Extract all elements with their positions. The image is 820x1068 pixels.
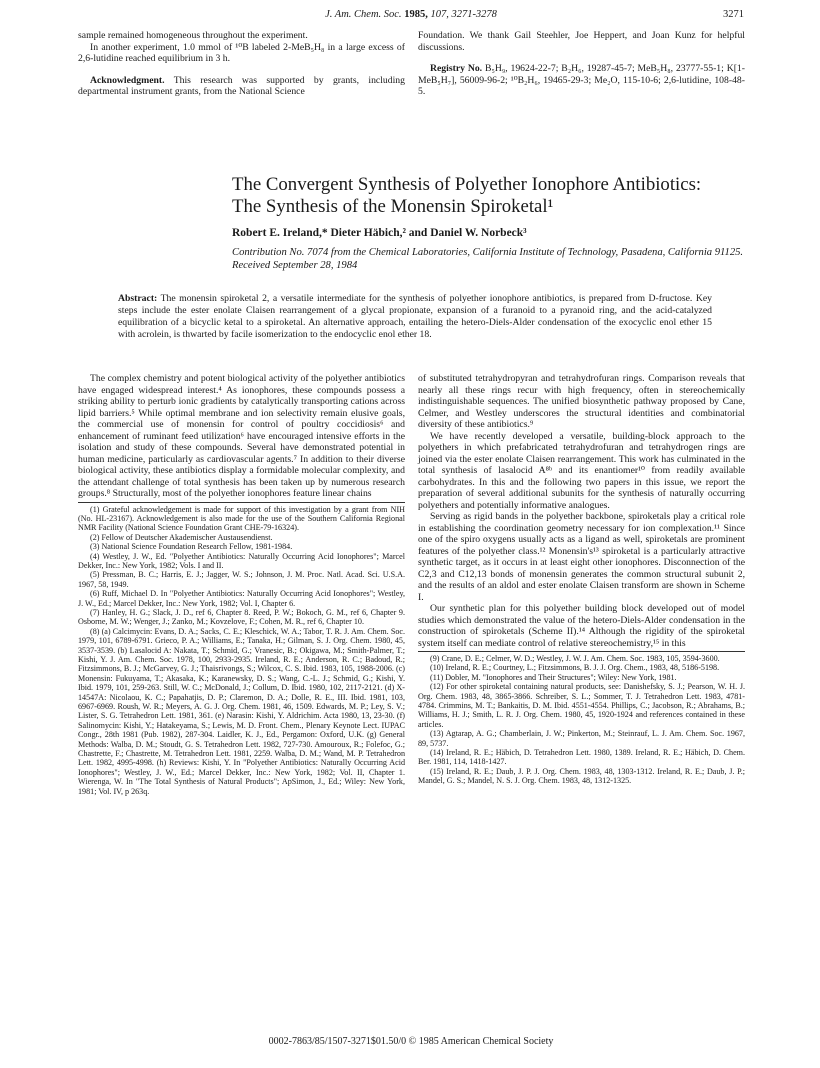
journal-pages: 3271-3278 bbox=[451, 9, 497, 20]
footnotes-left bbox=[78, 505, 405, 797]
body-paragraph: of substituted tetrahydropyran and tetrahydrofuran rings. Comparison reveals that nearly all these rings recur with high frequency, often in stereochemically indistinguishable sequences. The unified biosynthetic pathway proposed by Cane, Celmer, and Westley underscores the structural identities and combinatorial diversity of these antibiotics.⁹ bbox=[418, 373, 745, 430]
footnote: (4) Westley, J. W., Ed. "Polyether Antibiotics: Naturally Occurring Acid Ionophores"; Marcel Dekker, Inc.: New York, 1982; Vols. I and II. bbox=[78, 551, 405, 570]
registry-text: B₅H₉, 19624-22-7; B₂H₆, 19287-45-7; MeB₅H₈, 23777-55-1; K[1-MeB₅H₇], 56009-96-2; ¹⁰B₂H₆, 19465-29-3; Me₂O, 115-10-6; 2,6-lutidine, 108-48-5. bbox=[418, 63, 745, 97]
footnote: (13) Agtarap, A. G.; Chamberlain, J. W.; Pinkerton, M.; Steinrauf, L. J. Am. Chem. Soc. 1967, 89, 5737. bbox=[418, 729, 745, 748]
abstract-text: The monensin spiroketal 2, a versatile intermediate for the synthesis of polyether ionophore antibiotics, is prepared from D-fructose. Key steps include the ester enolate Claisen rearrangement of a glycal propionate, expansion of a furanoid to a pyranoid ring, and the acid-catalyzed equilibration of a bicyclic ketal to a spiroketal. An alternative approach, entailing the hetero-Diels-Alder condensation of the exocyclic enol ether 15 with acrolein, is thwarted by facile isomerization to the endocyclic enol ether 18. bbox=[118, 293, 712, 340]
body-paragraph: We have recently developed a versatile, building-block approach to the polyethers in which prefabricated tetrahydrofuran and tetrahydrogen rings are joined via the ester enolate Claisen rearrangement. This work has culminated in the total synthesis of lasalocid A⁸ᵇ and its enantiomer¹⁰ from readily available carbohydrates. In this and the following two papers in this issue, we report the preparation of several additional subunits for the synthesis of naturally occurring polyethers and potentially informative analogues. bbox=[418, 430, 745, 511]
journal-name: J. Am. Chem. Soc. bbox=[325, 9, 402, 20]
footnote: (9) Crane, D. E.; Celmer, W. D.; Westley, J. W. J. Am. Chem. Soc. 1983, 105, 3594-3600. bbox=[430, 654, 720, 663]
abstract bbox=[118, 293, 712, 341]
running-header bbox=[78, 8, 744, 22]
footnote: (1) Grateful acknowledgement is made for support of this investigation by a grant from NIH (No. HL-23167). Acknowledgement is also made for the use of the Southern California Regional NMR Facility (National Science Foundation Grant CHE-79-16324). bbox=[78, 504, 405, 533]
footnotes-right bbox=[418, 654, 745, 786]
footnote: (14) Ireland, R. E.; Häbich, D. Tetrahedron Lett. 1980, 1389. Ireland, R. E.; Häbich, D. Chem. Ber. 1981, 114, 1418-1427. bbox=[418, 748, 745, 767]
body-paragraph: Serving as rigid bands in the polyether backbone, spiroketals play a critical role in establishing the coordination geometry necessary for ion complexation.¹¹ Since one of the spiro oxygens usually acts as a ligand as well, spiroketals are prominent features of the polyether class.¹² Monensin's¹³ spiroketal is a particularly attractive synthetic target, as it occurs in at least eight other ionophores. Disconnection of the C2,3 and C12,13 bonds of monensin generates the common structural subunit 2, and the results of an aldol and ester enolate Claisen transform are shown in Scheme I. bbox=[418, 511, 745, 603]
body-left-column bbox=[78, 373, 405, 796]
article-title-block bbox=[232, 174, 752, 272]
page-number: 3271 bbox=[723, 9, 744, 20]
footnote-rule bbox=[78, 502, 405, 503]
abstract-label: Abstract: bbox=[118, 293, 158, 304]
footnote: (5) Pressman, B. C.; Harris, E. J.; Jagger, W. S.; Johnson, J. M. Proc. Natl. Acad. Sci. U.S.A. 1967, 58, 1949. bbox=[78, 570, 405, 589]
footnote: (15) Ireland, R. E.; Daub, J. P. J. Org. Chem. 1983, 48, 1303-1312. Ireland, R. E.; Daub, J. P.; Mandel, G. S.; Mandel, N. S. J. Org. Chem. 1983, 48, 1312-1325. bbox=[418, 766, 745, 786]
authors: Robert E. Ireland,* Dieter Häbich,² and Daniel W. Norbeck³ bbox=[232, 227, 527, 239]
journal-volume: 107, bbox=[430, 9, 449, 20]
footnote: (10) Ireland, R. E.; Courtney, L.; Fitzsimmons, B. J. J. Org. Chem., 1983, 48, 5186-5198. bbox=[430, 663, 720, 673]
footnote: (8) (a) Calcimycin: Evans, D. A.; Sacks, C. E.; Kleschick, W. A.; Tabor, T. R. J. Am. Chem. Soc. 1979, 101, 6789-6791. Grieco, P. A.; Williams, E.; Tanaka, H.; Gilman, S. J. Org. Chem. 1980, 45, 3537-3539. (b) Lasalocid A: Nakata, T.; Schmid, G.; Vranesic, B.; Okigawa, M.; Smith-Palmer, T.; Kishi, Y. J. Am. Chem. Soc. 1978, 100, 2933-2935. Ireland, R. E.; Anderson, R. C.; Badoud, R.; Fitzsimmons, B. J.; McGarvey, G. J.; Thaisrivongs, S.; Wilcox, C. S. Ibid. 1983, 105, 1988-2006. (c) Monensin: Fukuyama, T.; Akasaka, K.; Karanewsky, D. S.; Wang, C.-L. J.; Schmid, G.; Kishi, Y. Ibid. 1979, 101, 259-263. Still, W. C.; McDonald, J.; Collum, D. Ibid. 1980, 102, 2117-2121. (d) X-14547A: Nicolaou, K. C.; Papahatjis, D. P.; Claremon, D. A.; Dolle, R. E., III. Ibid. 1981, 103, 6967-6969. Roush, W. R.; Meyers, A. G. J. Org. Chem. 1981, 46, 1509. Edwards, M. P.; Ley, S. V.; Lister, S. G. Tetrahedron Lett. 1981, 361. (e) Narasin: Kishi, Y. Aldrichim. Acta 1980, 13, 23-30. (f) Salinomycin: Kishi, Y.; Hatakeyama, S.; Lewis, M. D. Front. Chem., Plenary Keynote Lect. IUPAC Congr., 28th 1981 (Pub. 1982), 287-304. Laidler, K. J., Ed., Pergamon: Oxford, U.K. (g) General Methods: Walba, D. M.; Stoudt, G. S. Tetrahedron Lett. 1982, 727-730. Amouroux, R.; Folefoc, G.; Chastrette, F.; Chastrette, M. Tetrahedron Lett. 1981, 2259. Walba, D. M.; Wand, M. P. Tetrahedron Lett. 1982, 4995-4998. (h) Reviews: Kishi, Y. In "Polyether Antibiotics: Naturally Occurring Acid Ionophores"; Westley, J. W., Ed.; Marcel Dekker, Inc.: New York, 1982; Vol. II, Chapter 1. Wierenga, W. In "The Total Synthesis of Natural Products"; ApSimon, J., Ed.; Wiley: New York, 1981; Vol. IV, p 263q. bbox=[78, 626, 405, 796]
title-line-2: The Synthesis of the Monensin Spiroketal¹ bbox=[232, 196, 554, 217]
registry-label: Registry No. bbox=[430, 63, 483, 74]
footnote: (7) Hanley, H. G.; Slack, J. D., ref 6, Chapter 8. Reed, P. W.; Bokoch, G. M., ref 6, Chapter 9. Osborne, M. W.; Wenger, J.; Zanko, M.; Kovzelove, F.; Cohen, M. R., ref 6, Chapter 10. bbox=[78, 607, 405, 627]
contribution-note: Contribution No. 7074 from the Chemical Laboratories, California Institute of Technology, Pasadena, California 91125. Received September 28, 1984 bbox=[232, 247, 744, 271]
prev-article-text: sample remained homogeneous throughout the experiment. bbox=[78, 30, 308, 41]
prev-article-text: In another experiment, 1.0 mmol of ¹⁰B labeled 2-MeB₅H₈ in a large excess of 2,6-lutidine reached equilibrium in 3 h. bbox=[78, 41, 405, 64]
article-title bbox=[232, 174, 752, 218]
footnote: (11) Dobler, M. "Ionophores and Their Structures"; Wiley: New York, 1981. bbox=[430, 672, 677, 682]
body-right-column bbox=[418, 373, 745, 786]
acknowledgment-continued: Foundation. We thank Gail Steehler, Joe Heppert, and Joan Kunz for helpful discussions. bbox=[418, 30, 745, 53]
registry-numbers bbox=[418, 63, 745, 98]
footnote: (2) Fellow of Deutscher Akademischer Austausendienst. bbox=[90, 532, 273, 542]
journal-year: 1985, bbox=[404, 9, 428, 20]
body-paragraph: Our synthetic plan for this polyether building block developed out of model studies which demonstrated the value of the hetero-Diels-Alder condensation in the construction of spiroketals (Scheme II).¹⁴ Although the rigidity of the spiroketal system itself can mediate control of relative stereochemistry,¹⁵ in this bbox=[418, 603, 745, 649]
acknowledgment-text: This research was supported by grants, including departmental instrument grants, from the National Science bbox=[78, 74, 405, 97]
acknowledgment bbox=[78, 75, 405, 98]
prev-article-right-column bbox=[418, 30, 745, 98]
footnote: (12) For other spiroketal containing natural products, see: Danishefsky, S. J.; Pearson, W. H. J. Org. Chem. 1983, 48, 3865-3866. Schreiber, S. L.; Sommer, T. J. Tetrahedron Lett. 1983, 4781-4784. Crimmins, M. T.; Bankaitis, D. M. Ibid. 4551-4554. Phillips, C.; Jacobson, R.; Abrahams, B.; Williams, H. J.; Smith, L. R. J. Org. Chem. 1980, 45, 1920-1924 and references contained in these articles. bbox=[418, 682, 745, 729]
footnote-rule bbox=[418, 651, 745, 652]
body-paragraph: The complex chemistry and potent biological activity of the polyether antibiotics have engaged widespread interest.⁴ As ionophores, these compounds possess a striking ability to perturb ionic gradients by catalytically transporting cations across lipid barriers.⁵ While optimal membrane and ion selectivity remain elusive goals, the commercial use of monensin for control of poultry coccidiosis⁶ and enhancement of ruminant feed utilization⁶ have encouraged intensive efforts in the isolation and study of these compounds. Several have demonstrated potential in human medicine, particularly as cardiovascular agents.⁷ In addition to their diverse biological activity, these antibiotics display a formidable molecular complexity, and the attendant challenge of total synthesis has been taken up by numerous research groups.⁸ Structurally, most of the polyether ionophores feature linear chains bbox=[78, 373, 405, 499]
prev-article-left-column bbox=[78, 30, 405, 98]
title-line-1: The Convergent Synthesis of Polyether Ionophore Antibiotics: bbox=[232, 174, 702, 195]
footnote: (3) National Science Foundation Research Fellow, 1981-1984. bbox=[90, 542, 293, 552]
page-footer: 0002-7863/85/1507-3271$01.50/0 © 1985 American Chemical Society bbox=[268, 1036, 554, 1047]
acknowledgment-label: Acknowledgment. bbox=[90, 74, 165, 86]
footnote: (6) Ruff, Michael D. In "Polyether Antibiotics: Naturally Occurring Acid Ionophores"; Westley, J. W., Ed.; Marcel Dekker, Inc.: New York, 1982; Vol. I, Chapter 6. bbox=[78, 589, 405, 608]
